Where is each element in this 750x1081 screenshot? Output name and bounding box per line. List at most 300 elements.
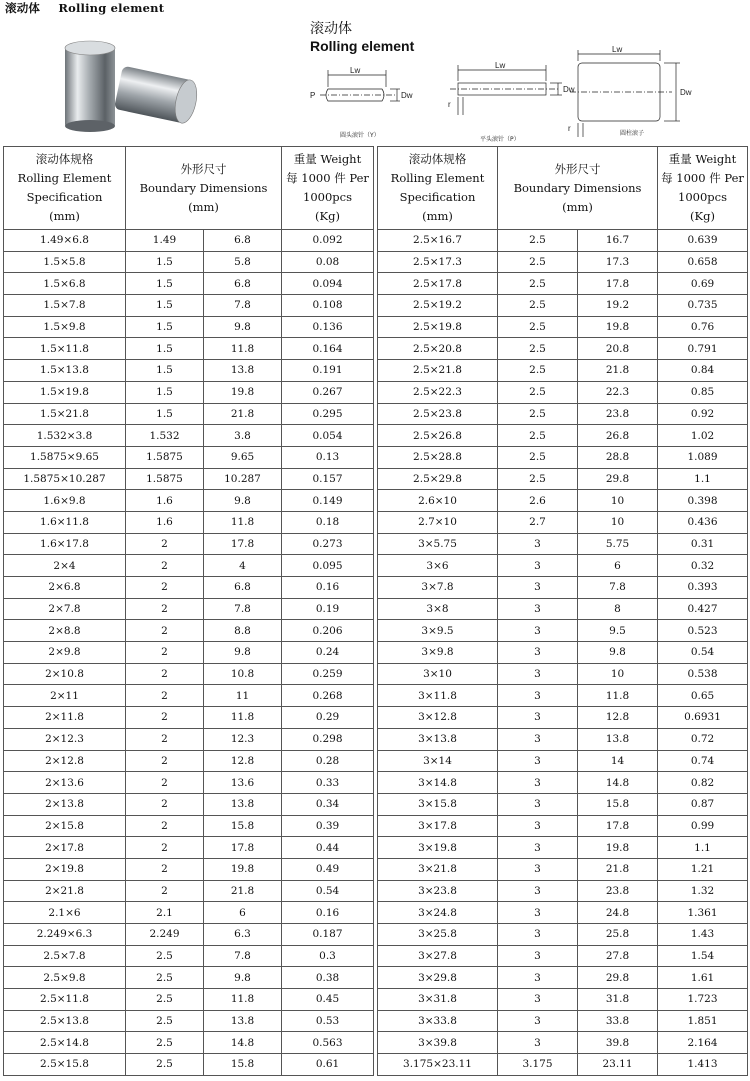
- spec-cell: 2.1×6: [4, 902, 126, 924]
- length-cell: 15.8: [204, 1054, 282, 1076]
- length-cell: 31.8: [578, 989, 658, 1011]
- spec-cell: 3×25.8: [378, 924, 498, 946]
- spec-cell: 2×12.3: [4, 728, 126, 750]
- spec-cell: 3×6: [378, 555, 498, 577]
- length-cell: 25.8: [578, 924, 658, 946]
- spec-cell: 3×14.8: [378, 772, 498, 794]
- table-row: [4, 989, 374, 1011]
- weight-cell: 0.639: [658, 230, 748, 252]
- length-cell: 27.8: [578, 945, 658, 967]
- table-row: [4, 728, 374, 750]
- length-cell: 8: [578, 598, 658, 620]
- weight-cell: 0.427: [658, 598, 748, 620]
- table-row: [378, 555, 748, 577]
- diameter-cell: 2.5: [498, 251, 578, 273]
- spec-table-right: [377, 146, 747, 1076]
- spec-cell: 3×39.8: [378, 1032, 498, 1054]
- diameter-cell: 2.5: [498, 338, 578, 360]
- weight-cell: 0.69: [658, 273, 748, 295]
- weight-cell: 0.206: [282, 620, 374, 642]
- diameter-cell: 2.5: [126, 1032, 204, 1054]
- weight-cell: 0.54: [282, 880, 374, 902]
- table-row: [378, 251, 748, 273]
- spec-cell: 2.5×23.8: [378, 403, 498, 425]
- length-cell: 6: [204, 902, 282, 924]
- diameter-cell: 2: [126, 577, 204, 599]
- table-row: [4, 273, 374, 295]
- weight-cell: 0.13: [282, 446, 374, 468]
- spec-cell: 3×24.8: [378, 902, 498, 924]
- diameter-cell: 2: [126, 772, 204, 794]
- spec-cell: 1.5875×9.65: [4, 446, 126, 468]
- spec-cell: 3×19.8: [378, 837, 498, 859]
- diameter-cell: 1.5: [126, 403, 204, 425]
- length-cell: 21.8: [204, 403, 282, 425]
- table-row: [378, 880, 748, 902]
- length-cell: 16.7: [578, 230, 658, 252]
- length-cell: 19.8: [204, 381, 282, 403]
- spec-cell: 2×4: [4, 555, 126, 577]
- spec-cell: 3×17.8: [378, 815, 498, 837]
- weight-cell: 0.08: [282, 251, 374, 273]
- spec-cell: 2.5×17.8: [378, 273, 498, 295]
- spec-cell: 1.5×6.8: [4, 273, 126, 295]
- weight-cell: 0.791: [658, 338, 748, 360]
- table-row: [4, 251, 374, 273]
- diameter-cell: 1.5: [126, 251, 204, 273]
- diameter-cell: 3: [498, 880, 578, 902]
- length-cell: 5.75: [578, 533, 658, 555]
- table-row: [4, 750, 374, 772]
- length-cell: 19.2: [578, 295, 658, 317]
- length-cell: 21.8: [204, 880, 282, 902]
- weight-cell: 0.393: [658, 577, 748, 599]
- length-cell: 13.8: [204, 360, 282, 382]
- weight-cell: 0.28: [282, 750, 374, 772]
- diameter-cell: 2: [126, 707, 204, 729]
- label-dw-c: Dw: [680, 88, 692, 97]
- weight-cell: 0.538: [658, 663, 748, 685]
- diameter-cell: 1.6: [126, 490, 204, 512]
- diameter-cell: 2: [126, 793, 204, 815]
- diameter-cell: 3: [498, 663, 578, 685]
- length-cell: 7.8: [204, 295, 282, 317]
- spec-cell: 3.175×23.11: [378, 1054, 498, 1076]
- spec-cell: 3×21.8: [378, 858, 498, 880]
- diameter-cell: 1.5: [126, 295, 204, 317]
- diameter-cell: 2.5: [498, 468, 578, 490]
- spec-cell: 2.5×17.3: [378, 251, 498, 273]
- spec-cell: 1.5875×10.287: [4, 468, 126, 490]
- spec-cell: 2.5×15.8: [4, 1054, 126, 1076]
- weight-cell: 0.74: [658, 750, 748, 772]
- table-row: [4, 381, 374, 403]
- spec-cell: 3×33.8: [378, 1010, 498, 1032]
- spec-cell: 1.5×11.8: [4, 338, 126, 360]
- weight-cell: 0.82: [658, 772, 748, 794]
- table-row: [4, 642, 374, 664]
- spec-cell: 2.5×21.8: [378, 360, 498, 382]
- table-row: [4, 577, 374, 599]
- diameter-cell: 2: [126, 533, 204, 555]
- table-row: [4, 707, 374, 729]
- length-cell: 19.8: [578, 837, 658, 859]
- table-row: [4, 880, 374, 902]
- spec-cell: 2×9.8: [4, 642, 126, 664]
- section-heading-en: Rolling element: [310, 38, 415, 54]
- weight-cell: 0.658: [658, 251, 748, 273]
- spec-cell: 1.532×3.8: [4, 425, 126, 447]
- weight-cell: 0.45: [282, 989, 374, 1011]
- spec-cell: 2×12.8: [4, 750, 126, 772]
- diameter-cell: 3: [498, 1032, 578, 1054]
- weight-cell: 0.84: [658, 360, 748, 382]
- diameter-cell: 3: [498, 772, 578, 794]
- diameter-cell: 3.175: [498, 1054, 578, 1076]
- length-cell: 19.8: [204, 858, 282, 880]
- table-row: [4, 555, 374, 577]
- table-row: [4, 663, 374, 685]
- spec-cell: 3×7.8: [378, 577, 498, 599]
- table-row: [378, 772, 748, 794]
- table-row: [4, 620, 374, 642]
- weight-cell: 0.24: [282, 642, 374, 664]
- length-cell: 6.3: [204, 924, 282, 946]
- weight-cell: 1.21: [658, 858, 748, 880]
- table-body-left: [4, 230, 374, 1076]
- length-cell: 10: [578, 663, 658, 685]
- table-row: [378, 858, 748, 880]
- spec-cell: 2.5×13.8: [4, 1010, 126, 1032]
- weight-cell: 1.02: [658, 425, 748, 447]
- diameter-cell: 3: [498, 902, 578, 924]
- spec-cell: 3×23.8: [378, 880, 498, 902]
- spec-cell: 3×12.8: [378, 707, 498, 729]
- spec-cell: 1.5×7.8: [4, 295, 126, 317]
- weight-cell: 0.44: [282, 837, 374, 859]
- length-cell: 15.8: [204, 815, 282, 837]
- table-row: [4, 1054, 374, 1076]
- length-cell: 29.8: [578, 967, 658, 989]
- table-row: [4, 967, 374, 989]
- caption-flat-needle: 平头滚针（P）: [480, 136, 520, 143]
- table-row: [4, 230, 374, 252]
- spec-cell: 2×17.8: [4, 837, 126, 859]
- diameter-cell: 3: [498, 533, 578, 555]
- spec-cell: 2×10.8: [4, 663, 126, 685]
- weight-cell: 0.094: [282, 273, 374, 295]
- spec-cell: 1.5×9.8: [4, 316, 126, 338]
- table-row: [378, 577, 748, 599]
- weight-cell: 0.19: [282, 598, 374, 620]
- diameter-cell: 3: [498, 707, 578, 729]
- weight-cell: 1.43: [658, 924, 748, 946]
- length-cell: 14.8: [204, 1032, 282, 1054]
- length-cell: 13.8: [578, 728, 658, 750]
- label-lw-c: Lw: [612, 45, 623, 54]
- label-lw-p: Lw: [495, 61, 506, 70]
- table-row: [4, 316, 374, 338]
- diameter-cell: 2.5: [498, 446, 578, 468]
- caption-round-needle: 圆头滚针（Y）: [340, 132, 380, 139]
- table-row: [378, 707, 748, 729]
- spec-cell: 2×15.8: [4, 815, 126, 837]
- table-row: [4, 338, 374, 360]
- weight-cell: 0.87: [658, 793, 748, 815]
- diameter-cell: 3: [498, 924, 578, 946]
- spec-cell: 2.5×19.8: [378, 316, 498, 338]
- table-header-row: [378, 147, 748, 230]
- diameter-cell: 2: [126, 598, 204, 620]
- spec-cell: 1.6×17.8: [4, 533, 126, 555]
- table-row: [378, 338, 748, 360]
- diameter-cell: 2: [126, 685, 204, 707]
- diameter-cell: 3: [498, 750, 578, 772]
- spec-cell: 2.5×9.8: [4, 967, 126, 989]
- length-cell: 11.8: [204, 989, 282, 1011]
- weight-cell: 0.33: [282, 772, 374, 794]
- spec-cell: 1.5×21.8: [4, 403, 126, 425]
- table-row: [4, 295, 374, 317]
- diameter-cell: 2.1: [126, 902, 204, 924]
- diameter-cell: 2: [126, 750, 204, 772]
- diameter-cell: 3: [498, 598, 578, 620]
- weight-cell: 0.16: [282, 902, 374, 924]
- header-weight: 重量 Weight 每 1000 件 Per 1000pcs (Kg): [658, 147, 748, 230]
- spec-cell: 2×13.8: [4, 793, 126, 815]
- weight-cell: 0.29: [282, 707, 374, 729]
- table-row: [378, 381, 748, 403]
- diameter-cell: 2: [126, 880, 204, 902]
- diameter-cell: 1.5: [126, 338, 204, 360]
- spec-cell: 1.6×11.8: [4, 511, 126, 533]
- diameter-cell: 3: [498, 620, 578, 642]
- table-row: [4, 1010, 374, 1032]
- weight-cell: 0.108: [282, 295, 374, 317]
- label-dw-y: Dw: [401, 91, 413, 100]
- table-row: [378, 663, 748, 685]
- length-cell: 7.8: [578, 577, 658, 599]
- length-cell: 5.8: [204, 251, 282, 273]
- weight-cell: 1.413: [658, 1054, 748, 1076]
- table-row: [378, 837, 748, 859]
- spec-cell: 2.5×26.8: [378, 425, 498, 447]
- weight-cell: 0.38: [282, 967, 374, 989]
- title-cn: 滚动体: [5, 1, 41, 15]
- diameter-cell: 3: [498, 685, 578, 707]
- length-cell: 26.8: [578, 425, 658, 447]
- table-row: [4, 815, 374, 837]
- table-row: [378, 1010, 748, 1032]
- weight-cell: 0.054: [282, 425, 374, 447]
- spec-cell: 2×11.8: [4, 707, 126, 729]
- spec-cell: 2×13.6: [4, 772, 126, 794]
- spec-cell: 2×6.8: [4, 577, 126, 599]
- spec-cell: 2.5×29.8: [378, 468, 498, 490]
- diameter-cell: 1.5875: [126, 468, 204, 490]
- weight-cell: 0.54: [658, 642, 748, 664]
- diameter-cell: 1.5: [126, 273, 204, 295]
- diameter-cell: 1.532: [126, 425, 204, 447]
- diameter-cell: 2.5: [498, 381, 578, 403]
- weight-cell: 1.1: [658, 837, 748, 859]
- table-row: [4, 403, 374, 425]
- table-row: [378, 425, 748, 447]
- table-row: [378, 511, 748, 533]
- length-cell: 3.8: [204, 425, 282, 447]
- diameter-cell: 2.5: [126, 967, 204, 989]
- length-cell: 9.65: [204, 446, 282, 468]
- weight-cell: 0.76: [658, 316, 748, 338]
- weight-cell: 0.436: [658, 511, 748, 533]
- length-cell: 14.8: [578, 772, 658, 794]
- table-row: [4, 446, 374, 468]
- header-spec: 滚动体规格 Rolling Element Specification (mm): [378, 147, 498, 230]
- spec-cell: 2.5×22.3: [378, 381, 498, 403]
- weight-cell: 0.187: [282, 924, 374, 946]
- length-cell: 7.8: [204, 945, 282, 967]
- spec-cell: 3×10: [378, 663, 498, 685]
- spec-cell: 2.5×16.7: [378, 230, 498, 252]
- diameter-cell: 1.5875: [126, 446, 204, 468]
- spec-cell: 2×21.8: [4, 880, 126, 902]
- length-cell: 12.8: [204, 750, 282, 772]
- spec-cell: 3×11.8: [378, 685, 498, 707]
- table-row: [4, 924, 374, 946]
- length-cell: 20.8: [578, 338, 658, 360]
- table-row: [4, 533, 374, 555]
- spec-cell: 2.6×10: [378, 490, 498, 512]
- weight-cell: 0.735: [658, 295, 748, 317]
- table-row: [4, 793, 374, 815]
- weight-cell: 0.61: [282, 1054, 374, 1076]
- length-cell: 9.8: [204, 490, 282, 512]
- weight-cell: 0.99: [658, 815, 748, 837]
- length-cell: 17.8: [578, 273, 658, 295]
- weight-cell: 1.54: [658, 945, 748, 967]
- length-cell: 10: [578, 490, 658, 512]
- length-cell: 7.8: [204, 598, 282, 620]
- spec-cell: 2.249×6.3: [4, 924, 126, 946]
- length-cell: 23.8: [578, 880, 658, 902]
- diameter-cell: 3: [498, 989, 578, 1011]
- table-row: [378, 490, 748, 512]
- length-cell: 11.8: [578, 685, 658, 707]
- table-row: [378, 1032, 748, 1054]
- table-row: [378, 403, 748, 425]
- diameter-cell: 2.5: [126, 945, 204, 967]
- weight-cell: 0.72: [658, 728, 748, 750]
- weight-cell: 1.361: [658, 902, 748, 924]
- weight-cell: 0.3: [282, 945, 374, 967]
- diameter-cell: 2.249: [126, 924, 204, 946]
- diameter-cell: 2.6: [498, 490, 578, 512]
- weight-cell: 0.298: [282, 728, 374, 750]
- diameter-cell: 2: [126, 663, 204, 685]
- length-cell: 6: [578, 555, 658, 577]
- diameter-cell: 1.49: [126, 230, 204, 252]
- length-cell: 9.8: [204, 642, 282, 664]
- diameter-cell: 2.7: [498, 511, 578, 533]
- length-cell: 22.3: [578, 381, 658, 403]
- table-row: [378, 967, 748, 989]
- length-cell: 9.5: [578, 620, 658, 642]
- diameter-cell: 3: [498, 793, 578, 815]
- length-cell: 9.8: [204, 316, 282, 338]
- spec-cell: 2×7.8: [4, 598, 126, 620]
- table-row: [4, 945, 374, 967]
- diameter-cell: 2.5: [498, 403, 578, 425]
- length-cell: 9.8: [204, 967, 282, 989]
- length-cell: 23.11: [578, 1054, 658, 1076]
- spec-cell: 3×29.8: [378, 967, 498, 989]
- section-heading-cn: 滚动体: [310, 21, 352, 37]
- table-row: [378, 793, 748, 815]
- spec-cell: 2.5×19.2: [378, 295, 498, 317]
- weight-cell: 1.61: [658, 967, 748, 989]
- diameter-cell: 2.5: [498, 360, 578, 382]
- length-cell: 33.8: [578, 1010, 658, 1032]
- table-body-right: [378, 230, 748, 1076]
- diameter-cell: 3: [498, 858, 578, 880]
- diameter-cell: 2.5: [498, 273, 578, 295]
- diameter-cell: 3: [498, 555, 578, 577]
- weight-cell: 0.398: [658, 490, 748, 512]
- weight-cell: 0.095: [282, 555, 374, 577]
- weight-cell: 0.563: [282, 1032, 374, 1054]
- diameter-cell: 3: [498, 577, 578, 599]
- length-cell: 11.8: [204, 511, 282, 533]
- table-row: [4, 598, 374, 620]
- length-cell: 21.8: [578, 360, 658, 382]
- weight-cell: 0.16: [282, 577, 374, 599]
- diameter-cell: 2.5: [126, 1010, 204, 1032]
- table-row: [378, 989, 748, 1011]
- weight-cell: 0.267: [282, 381, 374, 403]
- diameter-cell: 2.5: [126, 1054, 204, 1076]
- weight-cell: 0.92: [658, 403, 748, 425]
- spec-cell: 3×9.8: [378, 642, 498, 664]
- spec-cell: 3×15.8: [378, 793, 498, 815]
- length-cell: 9.8: [578, 642, 658, 664]
- diameter-cell: 3: [498, 945, 578, 967]
- spec-cell: 1.5×5.8: [4, 251, 126, 273]
- length-cell: 17.8: [578, 815, 658, 837]
- spec-cell: 2.5×28.8: [378, 446, 498, 468]
- length-cell: 8.8: [204, 620, 282, 642]
- length-cell: 17.3: [578, 251, 658, 273]
- diameter-cell: 3: [498, 642, 578, 664]
- weight-cell: 0.523: [658, 620, 748, 642]
- table-row: [378, 295, 748, 317]
- header-dimensions: 外形尺寸 Boundary Dimensions (mm): [498, 147, 658, 230]
- header-spec: 滚动体规格 Rolling Element Specification (mm): [4, 147, 126, 230]
- length-cell: 12.8: [578, 707, 658, 729]
- table-row: [378, 945, 748, 967]
- weight-cell: 0.164: [282, 338, 374, 360]
- diameter-cell: 3: [498, 815, 578, 837]
- spec-cell: 2×19.8: [4, 858, 126, 880]
- spec-cell: 1.5×19.8: [4, 381, 126, 403]
- table-row: [378, 273, 748, 295]
- weight-cell: 1.851: [658, 1010, 748, 1032]
- weight-cell: 0.259: [282, 663, 374, 685]
- weight-cell: 0.32: [658, 555, 748, 577]
- caption-cyl-roller: 圆柱滚子: [620, 130, 645, 137]
- label-r-c: r: [568, 124, 571, 133]
- length-cell: 15.8: [578, 793, 658, 815]
- diameter-cell: 3: [498, 837, 578, 859]
